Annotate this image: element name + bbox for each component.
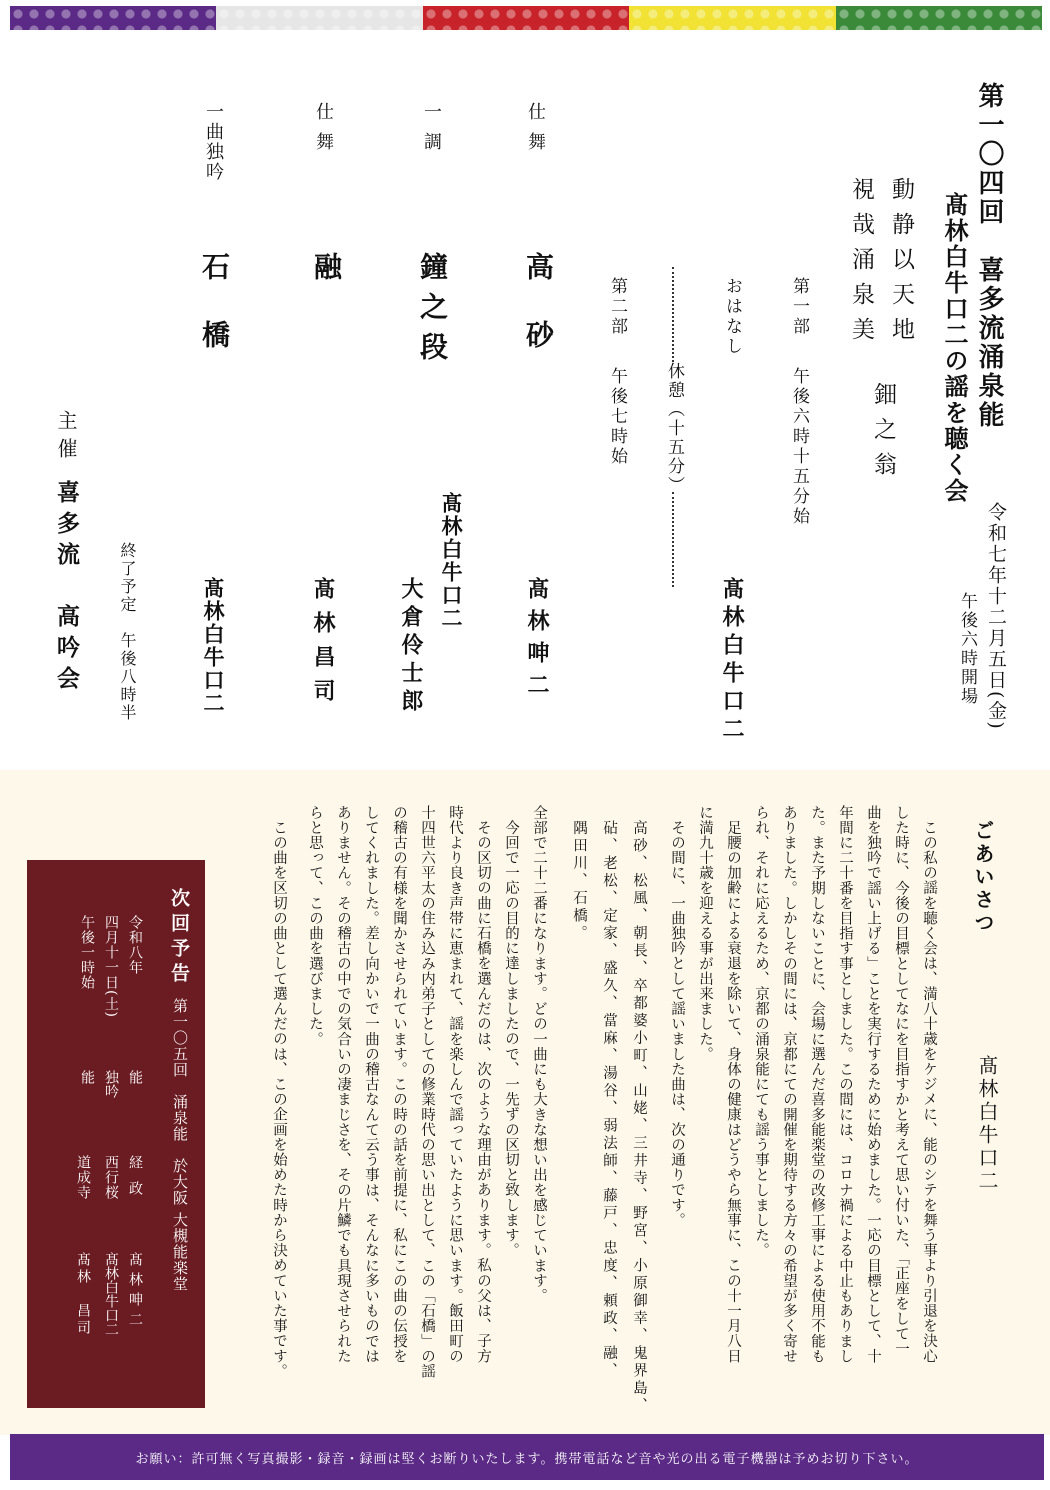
next-item-performer: 髙林呻二 <box>127 1252 143 1332</box>
stripe-white <box>216 6 422 30</box>
program-type: 一調 <box>421 102 442 162</box>
next-event-title: 第一〇五回 涌泉能 於大阪 大槻能楽堂 <box>171 998 189 1292</box>
break-label: 休憩（十五分） <box>664 362 684 495</box>
program-section <box>0 32 1050 767</box>
motto-line-1: 動静以天地 <box>888 177 914 352</box>
notice-text: お願い：許可無く写真撮影・録音・録画は堅くお断りいたします。携帯電話など音や光の出る電子機器は予めお切り下さい。 <box>135 1451 919 1467</box>
talk-performer: 髙林白牛口二 <box>719 577 745 745</box>
greeting-line: らと思って、この曲を選びました。 <box>307 805 323 1047</box>
greeting-line: の稽古の有様を聞かさせられています。この時の話を前提に、私にこの曲の伝授を <box>391 805 407 1364</box>
part2-label: 第二部 <box>607 277 627 337</box>
top-color-stripe <box>10 6 1042 30</box>
program-performer-2: 大倉伶士郎 <box>398 577 424 717</box>
next-item-performer: 髙林 昌司 <box>75 1252 91 1337</box>
greeting-line: られ、それに応えるため、京都の涌泉能にても謡う事としました。 <box>753 805 769 1258</box>
greeting-line: した時に、今後の目標としてなにを目指すかと考えて思い付いた、「正座をして一 <box>893 805 909 1357</box>
next-item-title: 西行桜 <box>103 1155 119 1200</box>
next-date-day: 四月十一日(土) <box>103 915 119 1018</box>
organizer-name: 喜多流 高吟会 <box>53 480 80 697</box>
stripe-yellow <box>629 6 835 30</box>
break-dots-bottom <box>672 492 674 587</box>
program-type: 仕舞 <box>313 102 334 162</box>
program-type: 一曲独吟 <box>203 102 224 182</box>
talk-label: おはなし <box>722 277 742 357</box>
next-event-box <box>27 860 205 1408</box>
greeting-line: この私の謡を聴く会は、満八十歳をケジメに、能のシテを舞う事より引退を決心 <box>921 820 937 1364</box>
next-date-year: 令和八年 <box>127 915 143 975</box>
program-title: 高砂 <box>522 252 555 388</box>
greeting-line: この曲を区切の曲として選んだのは、この企画を始めた時から決めていた事です。 <box>271 820 287 1379</box>
organizer-label: 主催 <box>54 410 78 466</box>
program-title: 鐘之段 <box>416 252 449 372</box>
motto-line-2: 視哉涌泉美 <box>848 177 874 352</box>
greeting-line: 全部で二十二番になります。どの一曲にも大きな想い出を感じています。 <box>531 805 547 1304</box>
program-performer: 髙林昌司 <box>310 577 336 713</box>
motto-author: 鈿之翁 <box>870 382 896 487</box>
program-performer: 髙林白牛口二 <box>439 492 464 630</box>
program-title: 石橋 <box>198 252 231 388</box>
event-date: 令和七年十二月五日(金) <box>985 502 1007 731</box>
part2-time: 午後七時始 <box>607 367 627 467</box>
greeting-line: ありません。その稽古の中での気合いの凄まじさを、その片鱗でも具現させられた <box>335 805 351 1364</box>
program-performer: 髙林白牛口二 <box>201 577 226 715</box>
page-subtitle: 髙林白牛口二の謡を聴く会 <box>940 192 969 504</box>
greeting-line: してくれました。差し向かいで一曲の稽古なんて云う事は、そんなに多いものでは <box>363 805 379 1364</box>
end-time: 終了予定 午後八時半 <box>118 542 137 722</box>
notice-bar <box>10 1434 1044 1480</box>
next-heading: 次回予告 <box>168 888 190 988</box>
greeting-line: 曲を独吟で謡い上げる」ことを実行するために始めました。一応の目標として、十 <box>865 805 881 1364</box>
stripe-red <box>423 6 629 30</box>
next-item-type: 能 <box>79 1070 95 1084</box>
greeting-heading: ごあいさつ <box>971 820 995 935</box>
open-time: 午後六時開場 <box>957 592 977 706</box>
greeting-line: その区切の曲に石橋を選んだのは、次のような理由があります。私の父は、子方 <box>475 820 491 1364</box>
program-performer: 髙林呻二 <box>524 577 550 705</box>
greeting-author: 髙林白牛口二 <box>975 1055 999 1193</box>
next-item-performer: 髙林白牛口二 <box>103 1252 119 1336</box>
greeting-line: 時代より良き声帯に恵まれて、謡を楽しんで謡っていたように思います。飯田町の <box>447 805 463 1364</box>
greeting-line: 十四世六平太の住み込み内弟子としての修業時代の思い出として、この「石橋」の謡 <box>419 805 435 1379</box>
break-dots-top <box>672 267 674 362</box>
stripe-green <box>836 6 1042 30</box>
next-item-title: 経政 <box>127 1155 143 1207</box>
greeting-line: 砧、老松、定家、盛久、當麻、湯谷、弱法師、藤戸、忠度、頼政、融、 <box>601 820 617 1380</box>
greeting-line: 今回で一応の目的に達しましたので、一先ずの区切と致します。 <box>503 820 519 1258</box>
next-item-type: 能 <box>127 1070 143 1084</box>
greeting-line: 足腰の加齢による衰退を除いて、身体の健康はどうやら無事に、この十一月八日 <box>725 820 741 1364</box>
greeting-line: ありました。しかしその間には、京都にての開催を期待する方々の希望が多く寄せ <box>781 805 797 1364</box>
greeting-line: に満九十歳を迎える事が出来ました。 <box>697 805 713 1062</box>
greeting-line: 年間に二十番を目指す事としました。この間には、コロナ禍による中止もありまし <box>837 805 853 1364</box>
greeting-line: た。また予期しないことに、会場に選んだ喜多能楽堂の改修工事による使用不能も <box>809 805 825 1364</box>
greeting-line: 隅田川、石橋。 <box>571 820 587 943</box>
next-item-title: 道成寺 <box>75 1155 91 1200</box>
stripe-purple <box>10 6 216 30</box>
greeting-line: その間に、一曲独吟として謡いました曲は、次の通りです。 <box>669 820 685 1228</box>
program-title: 融 <box>310 252 343 280</box>
part1-label: 第一部 <box>789 277 809 337</box>
next-date-time: 午後一時始 <box>79 915 95 990</box>
page-title: 第一〇四回 喜多流涌泉能 <box>974 82 1004 430</box>
program-type: 仕舞 <box>525 102 546 162</box>
next-item-type: 独吟 <box>103 1070 119 1098</box>
part1-time: 午後六時十五分始 <box>789 367 809 527</box>
greeting-line: 高砂、松風、朝長、卒都婆小町、山姥、三井寺、野宮、小原御幸、鬼界島、 <box>631 820 647 1415</box>
